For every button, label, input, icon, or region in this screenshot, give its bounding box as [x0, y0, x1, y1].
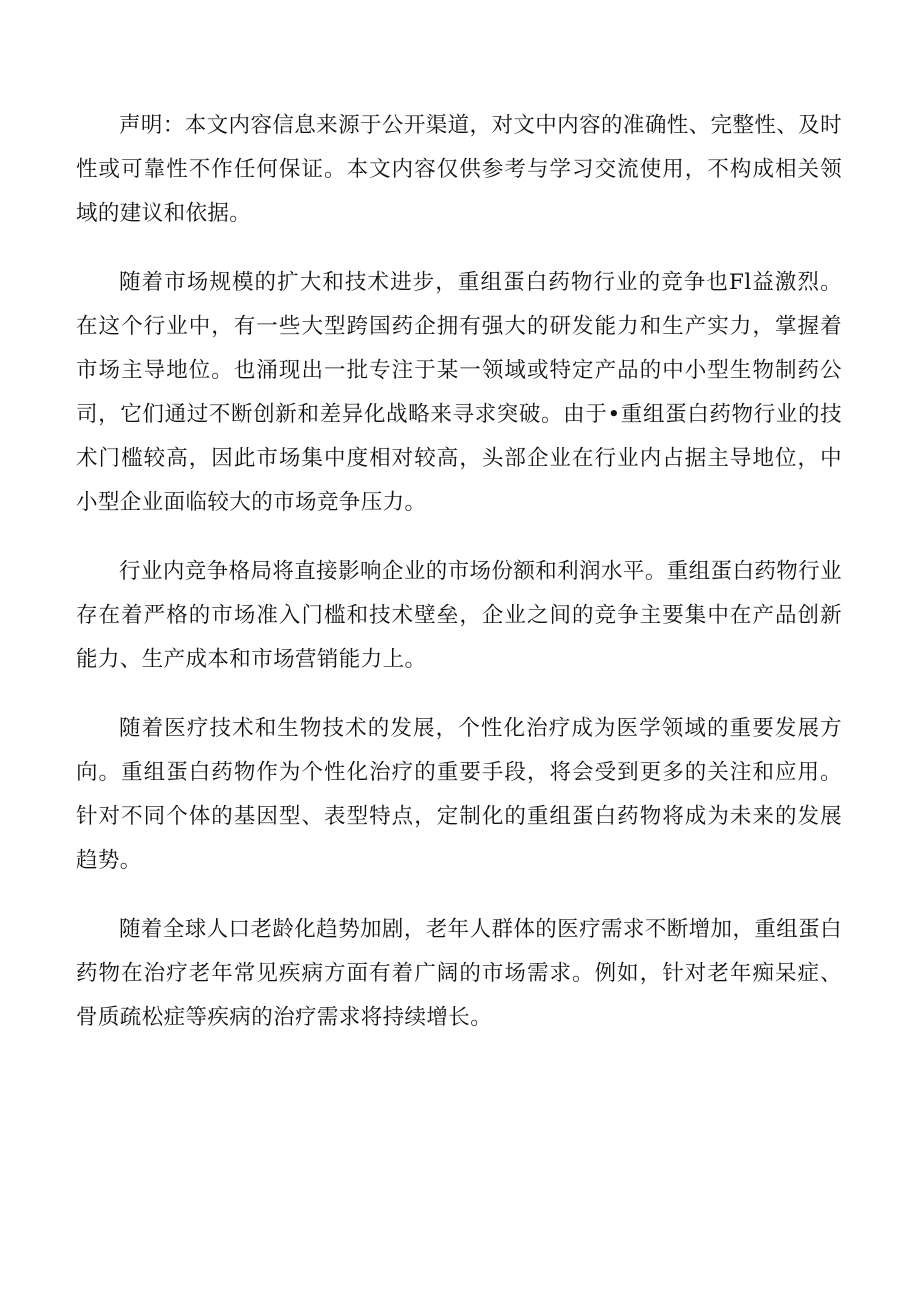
- competition-paragraph: 随着市场规模的扩大和技术进步，重组蛋白药物行业的竞争也Fl益激烈。在这个行业中，有一些大型跨国药企拥有强大的研发能力和生产实力，掌握着市场主导地位。也涌现出一批专注于某一领域或特定产品的中小型生物制药公司，它们通过不断创新和差异化战略来寻求突破。由于•重组蛋白药物行业的技术门槛较高，因此市场集中度相对较高，头部企业在行业内占据主导地位，中小型企业面临较大的市场竞争压力。: [76, 270, 842, 515]
- competitive-landscape-paragraph: 行业内竞争格局将直接影响企业的市场份额和利润水平。重组蛋白药物行业存在着严格的市场准入门槛和技术壁垒，企业之间的竞争主要集中在产品创新能力、生产成本和市场营销能力上。: [76, 559, 842, 672]
- disclaimer-paragraph: 声明：本文内容信息来源于公开渠道，对文中内容的准确性、完整性、及时性或可靠性不作任何保证。本文内容仅供参考与学习交流使用，不构成相关领域的建议和依据。: [76, 113, 842, 226]
- aging-population-paragraph: 随着全球人口老龄化趋势加剧，老年人群体的医疗需求不断增加，重组蛋白药物在治疗老年常见疾病方面有着广阔的市场需求。例如，针对老年痴呆症、骨质疏松症等疾病的治疗需求将持续增长。: [76, 917, 842, 1030]
- personalized-treatment-paragraph: 随着医疗技术和生物技术的发展，个性化治疗成为医学领域的重要发展方向。重组蛋白药物作为个性化治疗的重要手段，将会受到更多的关注和应用。针对不同个体的基因型、表型特点，定制化的重组蛋白药物将成为未来的发展趋势。: [76, 716, 842, 873]
- document-body: [76, 104, 842, 1065]
